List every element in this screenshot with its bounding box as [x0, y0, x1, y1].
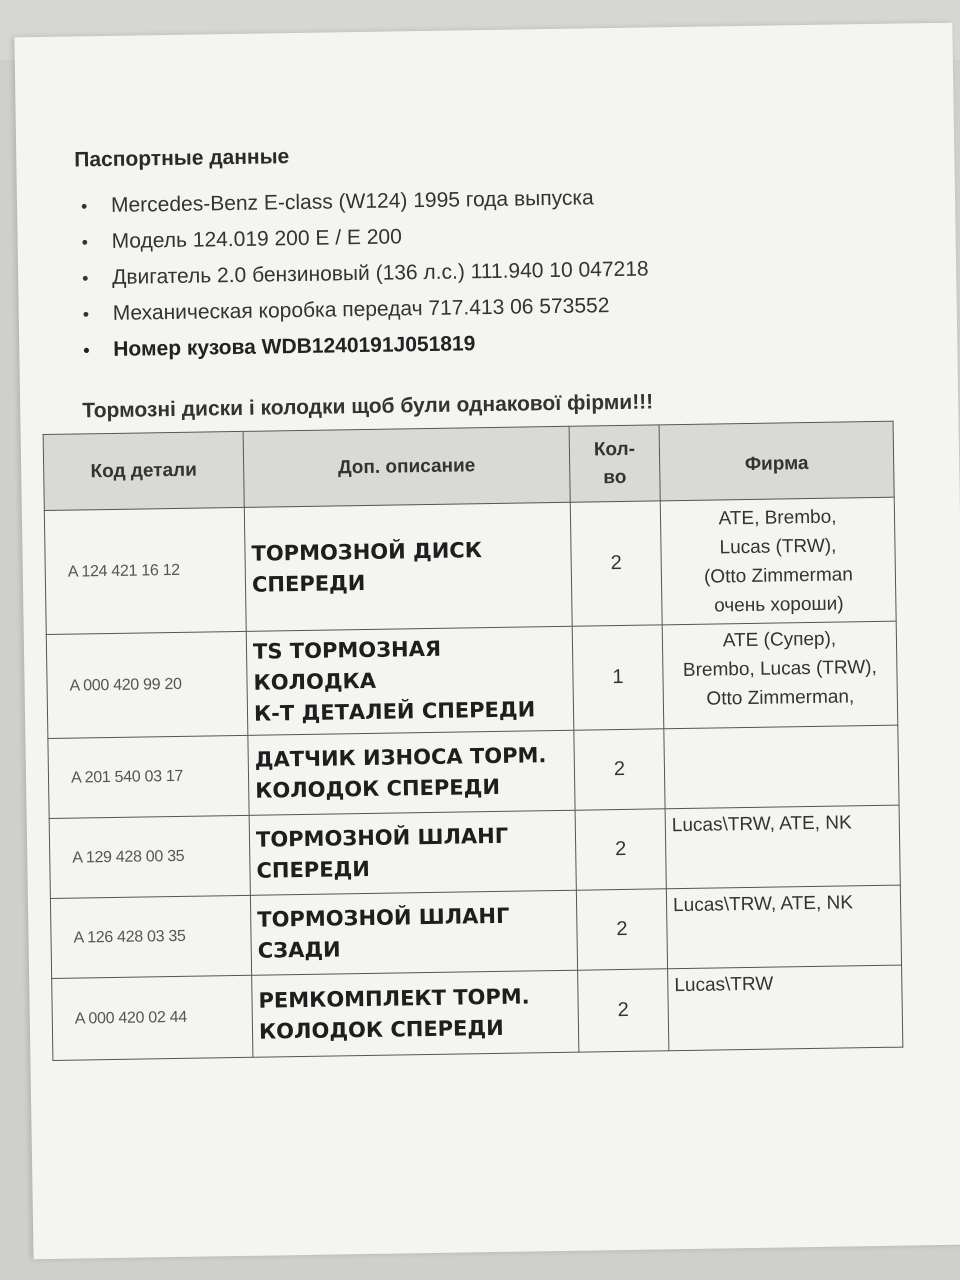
- description-line: ТОРМОЗНОЙ ДИСК: [251, 537, 483, 566]
- part-quantity: 1: [572, 625, 664, 730]
- document-heading: Паспортные данные: [74, 145, 290, 172]
- part-quantity: 2: [574, 729, 665, 810]
- header-quantity-line: Кол-: [593, 438, 636, 460]
- parts-table: [43, 421, 904, 1061]
- table-row: [48, 725, 899, 818]
- part-firm: [666, 885, 901, 969]
- description-line: КОЛОДОК СПЕРЕДИ: [255, 774, 501, 803]
- table-row: [44, 497, 896, 634]
- table-row: [50, 885, 901, 978]
- description-line: КОЛОДОК СПЕРЕДИ: [258, 1015, 504, 1044]
- part-code: A 000 420 99 20: [46, 631, 248, 738]
- description-line: К-Т ДЕТАЛЕЙ СПЕРЕДИ: [253, 697, 536, 726]
- list-item: • Mercedes-Benz E-class (W124) 1995 года выпуска: [75, 177, 835, 225]
- header-quantity: [569, 425, 660, 502]
- passport-list: [75, 177, 838, 369]
- description-line: РЕМКОМПЛЕКТ ТОРМ.: [258, 983, 530, 1013]
- part-firm: [668, 965, 903, 1051]
- firm-line: (Otto Zimmerman: [703, 563, 854, 588]
- part-firm: [664, 725, 899, 809]
- brake-note: Тормозні диски і колодки щоб були однакової фірми!!!: [82, 390, 654, 423]
- table-row: [49, 805, 900, 898]
- description-line: ДАТЧИК ИЗНОСА ТОРМ.: [254, 742, 547, 772]
- part-description: [252, 970, 579, 1057]
- part-code: A 124 421 16 12: [44, 507, 246, 634]
- part-quantity: 2: [575, 809, 666, 890]
- part-quantity: 2: [570, 501, 662, 626]
- firm-line: ATE (Супер),: [722, 628, 837, 652]
- part-code: A 201 540 03 17: [48, 735, 249, 818]
- list-item: • Номер кузова WDB1240191J051819: [77, 321, 837, 369]
- description-line: TS ТОРМОЗНАЯ: [252, 636, 442, 664]
- firm-line: Lucas\TRW, ATE, NK: [671, 812, 852, 837]
- part-code: A 126 428 03 35: [50, 895, 251, 978]
- part-firm: [660, 497, 896, 625]
- paper-sheet: [14, 23, 960, 1260]
- table-row: [52, 965, 903, 1060]
- description-line: СЗАДИ: [257, 936, 341, 963]
- table-row: [46, 621, 898, 738]
- description-line: СПЕРЕДИ: [256, 856, 371, 883]
- table-header-row: [43, 421, 894, 510]
- part-description: [246, 626, 574, 735]
- description-line: КОЛОДКА: [253, 668, 377, 695]
- firm-line: очень хороши): [713, 592, 844, 617]
- part-description: [244, 502, 572, 631]
- part-code: A 000 420 02 44: [52, 975, 253, 1060]
- part-code: A 129 428 00 35: [49, 815, 250, 898]
- description-line: ТОРМОЗНОЙ ШЛАНГ: [255, 823, 509, 852]
- list-item: • Двигатель 2.0 бензиновый (136 л.с.) 111.940 10 047218: [76, 249, 836, 297]
- part-description: [250, 890, 577, 975]
- part-description: [248, 730, 575, 815]
- description-line: СПЕРЕДИ: [251, 570, 366, 597]
- list-item: • Модель 124.019 200 E / E 200: [75, 213, 835, 261]
- part-description: [249, 810, 576, 895]
- header-description: Доп. описание: [243, 426, 570, 507]
- header-firm: Фирма: [659, 421, 894, 501]
- firm-line: Brembo, Lucas (TRW),: [682, 656, 878, 682]
- firm-line: ATE, Brembo,: [718, 506, 837, 529]
- part-quantity: 2: [576, 889, 667, 970]
- part-firm: [662, 621, 898, 729]
- firm-line: Lucas (TRW),: [719, 535, 837, 558]
- part-quantity: 2: [578, 969, 669, 1052]
- header-quantity-line: во: [603, 466, 627, 488]
- header-code: Код детали: [43, 431, 244, 510]
- part-firm: [665, 805, 900, 889]
- list-item: • Механическая коробка передач 717.413 06 573552: [76, 285, 836, 333]
- firm-line: Lucas\TRW, ATE, NK: [672, 892, 854, 917]
- firm-line: Otto Zimmerman,: [706, 686, 855, 710]
- description-line: ТОРМОЗНОЙ ШЛАНГ: [257, 903, 510, 932]
- firm-line: Lucas\TRW: [674, 973, 774, 997]
